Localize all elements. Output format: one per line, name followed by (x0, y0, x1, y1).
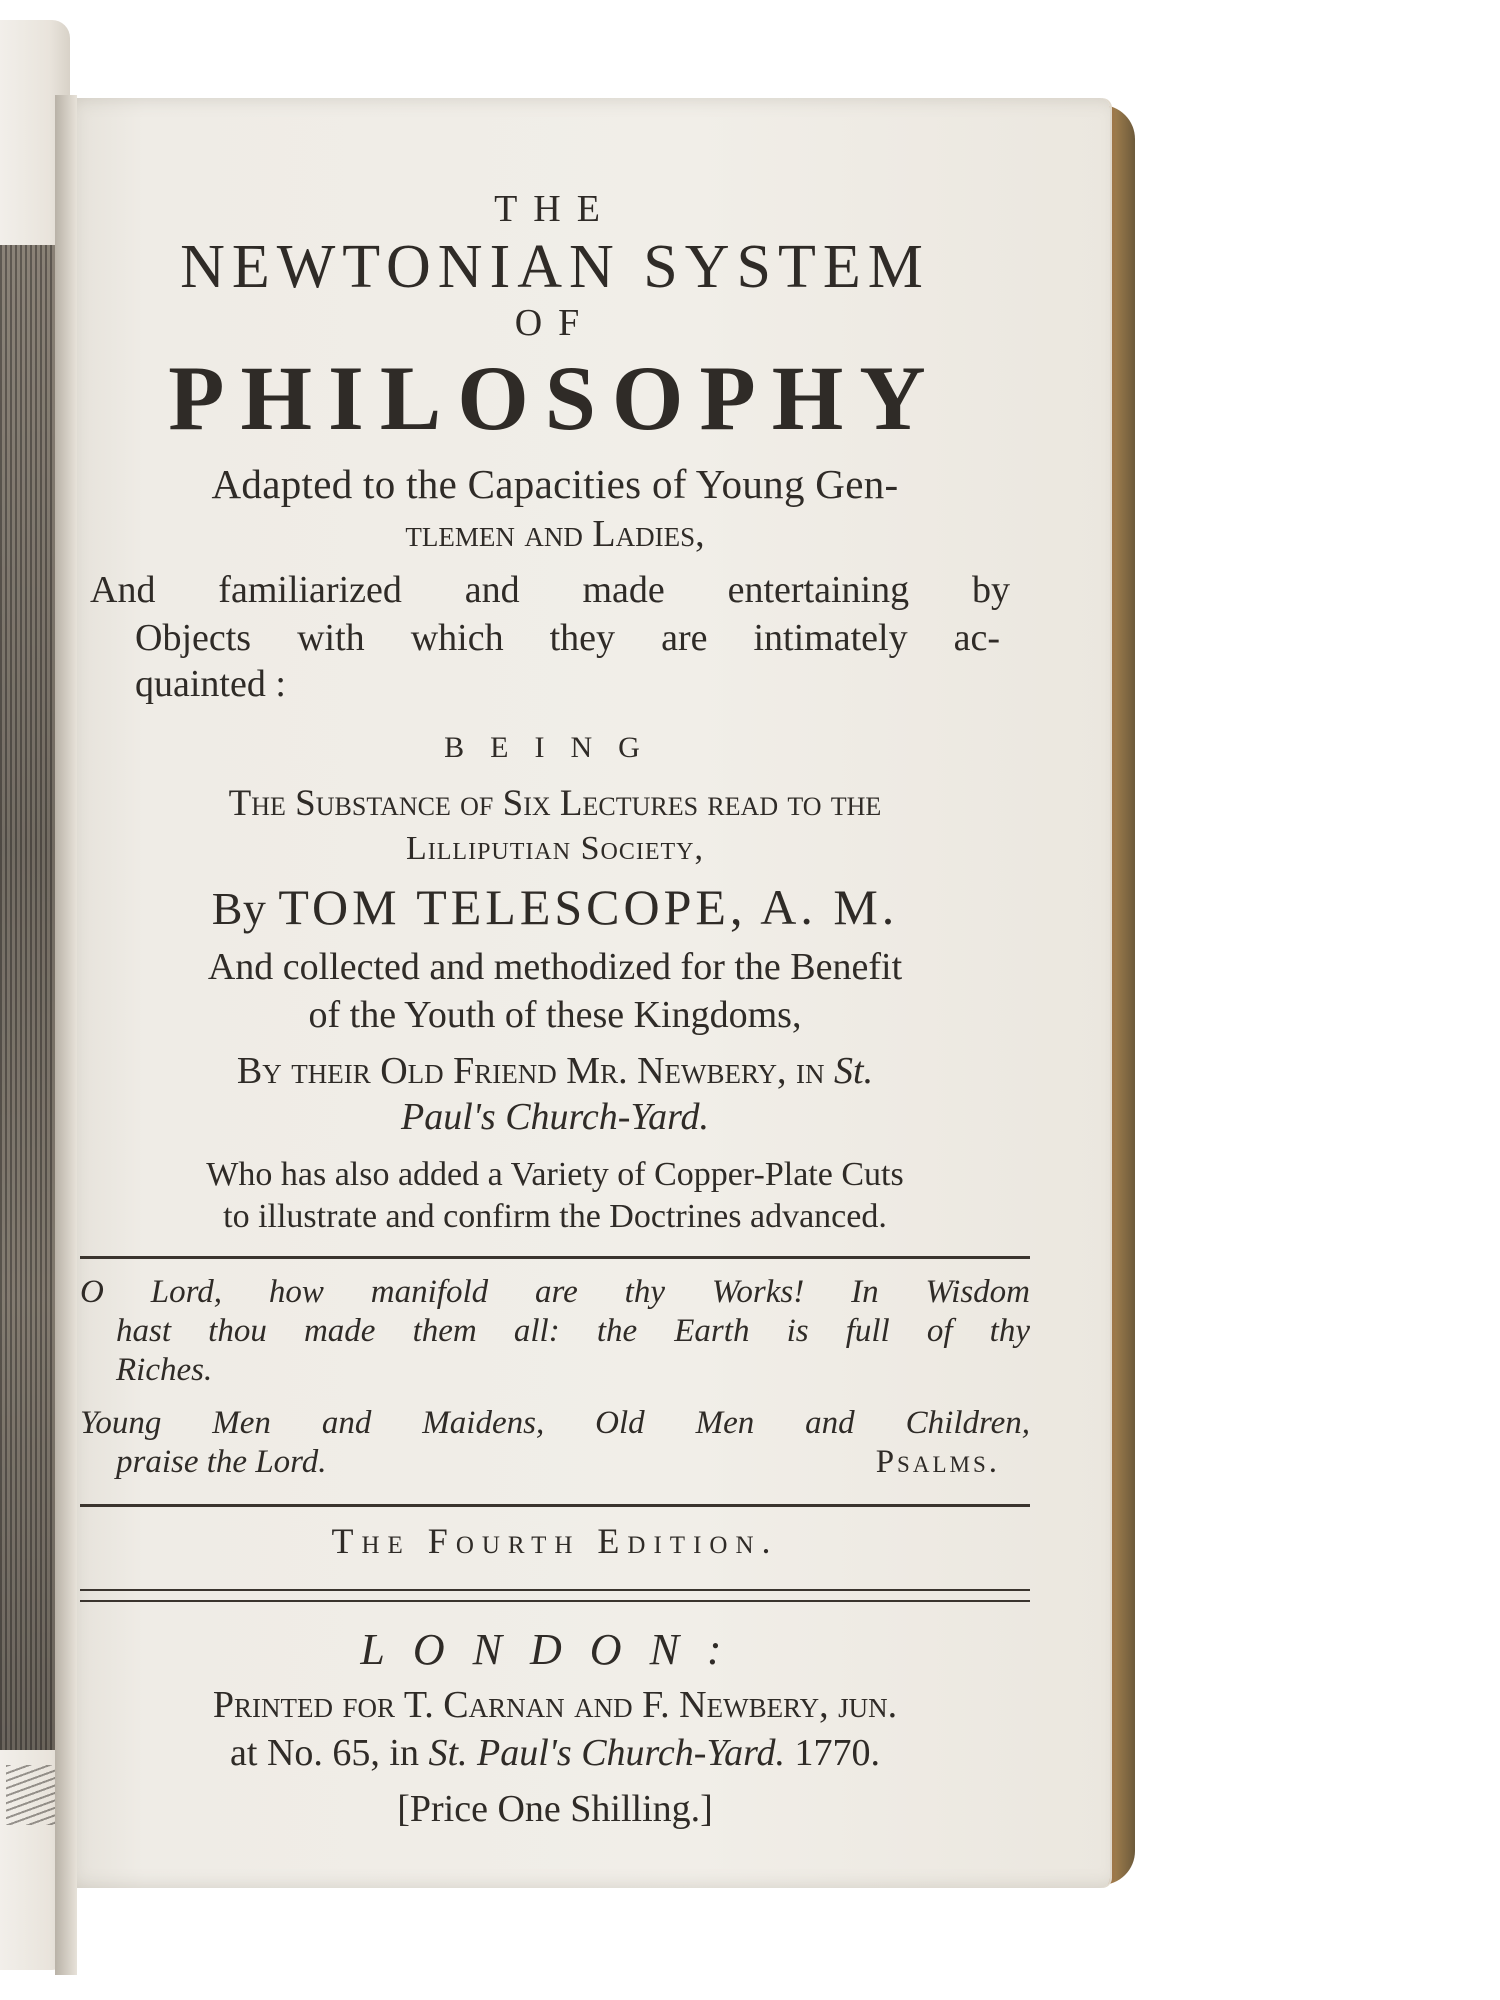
imprint-london: LONDON: (360, 1624, 750, 1674)
subtitle-line-2: tlemen and Ladies, (405, 513, 705, 555)
motto-1-line-2: hast thou made them all: the Earth is full of thy (116, 1312, 1030, 1349)
edition-line: The Fourth Edition. (331, 1520, 779, 1561)
frontispiece-engraving (0, 245, 58, 1750)
collected-line-1: And collected and methodized for the Benefit (207, 946, 903, 988)
double-rule-bottom (80, 1600, 1030, 1602)
friend-line (80, 1052, 1030, 1090)
familiarized-line-3: quainted : (135, 663, 286, 705)
substance-line: The Substance of Six Lectures read to the (228, 783, 882, 824)
author-by: By (211, 883, 267, 934)
author-name: TOM TELESCOPE, A. M. (278, 879, 899, 935)
title-the: THE (494, 188, 616, 230)
who-line-2: to illustrate and confirm the Doctrines advanced. (223, 1198, 887, 1235)
frontispiece-caption (6, 1765, 56, 1825)
friend-text: By their Old Friend Mr. Newbery, in (236, 1050, 825, 1092)
book-gutter (55, 95, 77, 1975)
familiarized-line-2: Objects with which they are intimately ac- (135, 617, 1000, 659)
friend-st: St. (834, 1050, 874, 1092)
being-line: BEING (444, 731, 666, 764)
imprint-printed-line: Printed for T. Carnan and F. Newbery, jun. (212, 1683, 898, 1726)
title-newtonian-system: NEWTONIAN SYSTEM (180, 233, 930, 301)
motto-source: Psalms. (875, 1443, 1000, 1480)
subtitle-line-1: Adapted to the Capacities of Young Gen- (211, 461, 899, 507)
familiarized-line-1: And familiarized and made entertaining by (90, 569, 1010, 611)
motto-2-line-2 (80, 1443, 1030, 1482)
title-philosophy: PHILOSOPHY (168, 347, 942, 449)
motto-1-line-1: O Lord, how manifold are thy Works! In Wisdom (80, 1274, 1030, 1310)
motto-1-line-3: Riches. (116, 1351, 213, 1388)
double-rule-top (80, 1589, 1030, 1591)
society-line: Lilliputian Society, (406, 830, 704, 867)
motto-2-line-1: Young Men and Maidens, Old Men and Children, (80, 1404, 1030, 1441)
pauls-line: Paul's Church-Yard. (401, 1096, 709, 1138)
motto-2-text: praise the Lord. (116, 1443, 327, 1480)
middle-rule (80, 1504, 1030, 1507)
collected-line-2: of the Youth of these Kingdoms, (308, 994, 802, 1036)
price-line: [Price One Shilling.] (397, 1787, 713, 1830)
title-of: OF (514, 302, 596, 344)
imprint-year: 1770. (794, 1731, 880, 1774)
imprint-address-a: at No. 65, in (230, 1731, 419, 1774)
motto-block (80, 1273, 1030, 1482)
double-rule (80, 1589, 1030, 1602)
who-line-1: Who has also added a Variety of Copper-Plate Cuts (206, 1156, 904, 1193)
title-page (80, 190, 1030, 1828)
author-line (80, 879, 1030, 935)
top-rule (80, 1256, 1030, 1259)
imprint-address-line (80, 1731, 1030, 1774)
imprint-address-b: St. Paul's Church-Yard. (428, 1731, 785, 1774)
